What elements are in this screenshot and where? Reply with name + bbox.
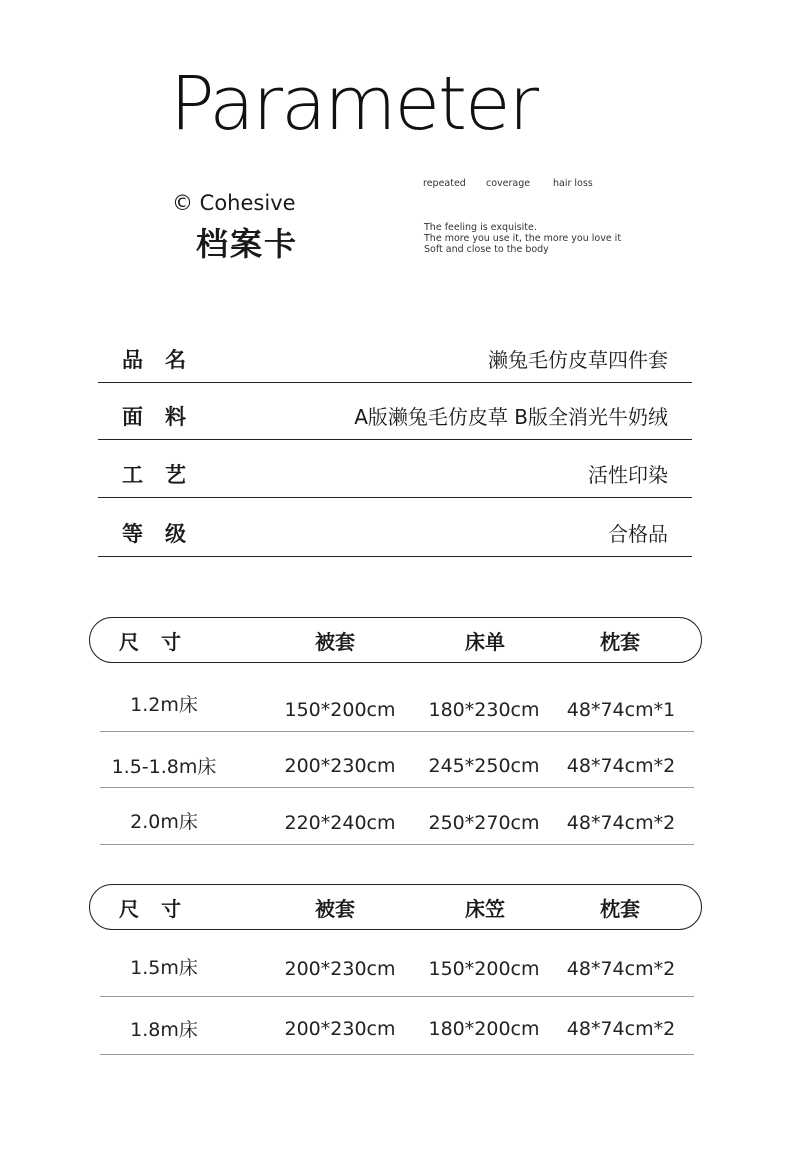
description-line: The more you use it, the more you love it <box>424 233 622 244</box>
table-row <box>100 1002 694 1055</box>
table-cell: 150*200cm <box>428 958 540 980</box>
table-row <box>100 944 694 997</box>
table-cell: 180*230cm <box>428 699 540 721</box>
header-pillowcase: 枕套 <box>600 630 640 654</box>
table-cell: 1.5-1.8m床 <box>111 756 217 778</box>
table-cell: 48*74cm*2 <box>566 755 676 777</box>
param-value: 合格品 <box>608 522 668 546</box>
tag-hair-loss: hair loss <box>553 178 593 189</box>
param-label: 品名 <box>122 348 208 372</box>
header-duvet: 被套 <box>315 897 355 921</box>
table-cell: 200*230cm <box>284 958 396 980</box>
param-row-fabric <box>98 383 692 440</box>
table-cell: 1.5m床 <box>130 957 198 979</box>
size-table-header <box>89 884 702 930</box>
param-row-name <box>98 326 692 383</box>
table-cell: 220*240cm <box>284 812 396 834</box>
table-cell: 200*230cm <box>284 755 396 777</box>
description-line: Soft and close to the body <box>424 244 549 255</box>
tag-repeated: repeated <box>423 178 466 189</box>
header-sheet: 床单 <box>465 630 505 654</box>
table-cell: 2.0m床 <box>130 811 198 833</box>
table-cell: 48*74cm*2 <box>566 958 676 980</box>
header-size: 尺寸 <box>119 630 203 654</box>
param-label: 面料 <box>122 405 208 429</box>
header-size: 尺寸 <box>119 897 203 921</box>
brand-name: © Cohesive <box>172 191 296 215</box>
param-row-grade <box>98 500 692 557</box>
table-row <box>100 679 694 732</box>
table-cell: 48*74cm*2 <box>566 812 676 834</box>
param-value: 濑兔毛仿皮草四件套 <box>488 348 668 372</box>
table-row <box>100 792 694 845</box>
param-value: 活性印染 <box>588 463 668 487</box>
description-line: The feeling is exquisite. <box>424 222 537 233</box>
table-cell: 1.8m床 <box>130 1019 198 1041</box>
size-table-header <box>89 617 702 663</box>
page-title: Parameter <box>170 61 537 147</box>
header-pillowcase: 枕套 <box>600 897 640 921</box>
table-cell: 48*74cm*1 <box>566 699 676 721</box>
param-row-craft <box>98 441 692 498</box>
table-cell: 200*230cm <box>284 1018 396 1040</box>
param-label: 等级 <box>122 522 208 546</box>
tag-coverage: coverage <box>486 178 531 189</box>
table-cell: 48*74cm*2 <box>566 1018 676 1040</box>
table-cell: 250*270cm <box>428 812 540 834</box>
brand-subtitle: 档案卡 <box>196 225 299 263</box>
table-cell: 1.2m床 <box>130 694 198 716</box>
header-fitted-sheet: 床笠 <box>465 897 505 921</box>
header-duvet: 被套 <box>315 630 355 654</box>
table-cell: 150*200cm <box>284 699 396 721</box>
param-label: 工艺 <box>122 463 208 487</box>
table-row <box>100 735 694 788</box>
table-cell: 180*200cm <box>428 1018 540 1040</box>
table-cell: 245*250cm <box>428 755 540 777</box>
param-value: A版濑兔毛仿皮草 B版全消光牛奶绒 <box>354 405 668 429</box>
